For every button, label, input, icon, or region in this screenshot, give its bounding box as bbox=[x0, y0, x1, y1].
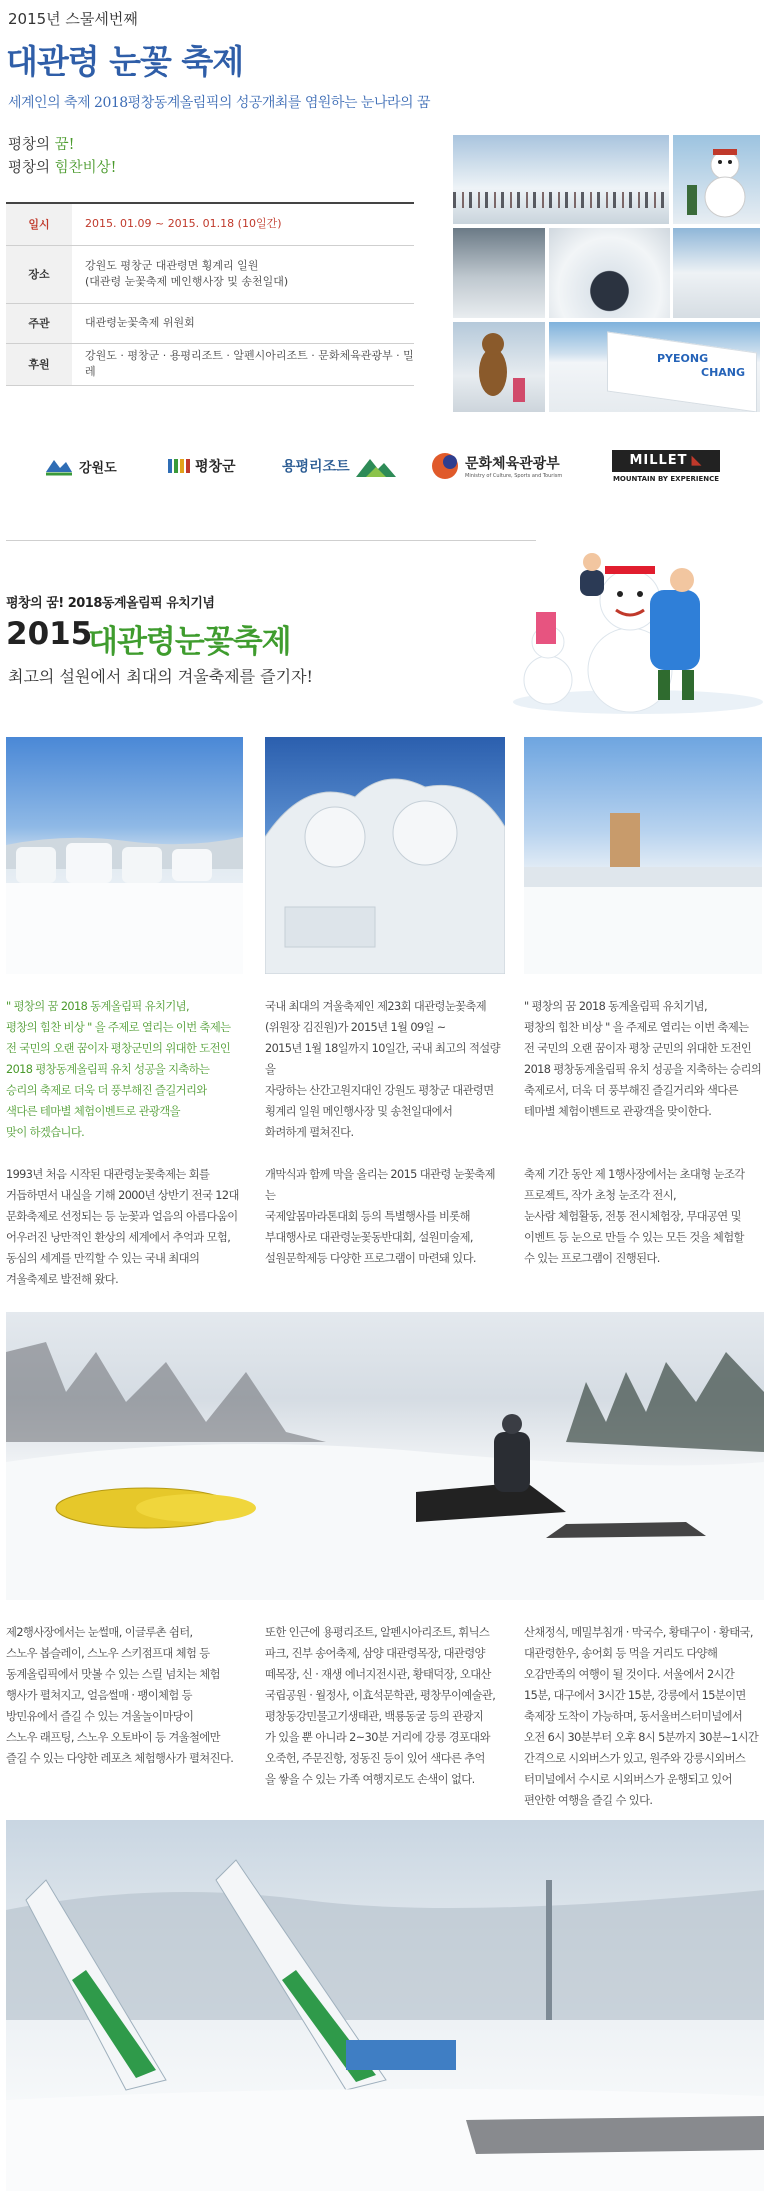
snow-sculpture-photo bbox=[673, 228, 760, 318]
text-line: 평창의 힘찬 비상 " 을 주제로 열리는 이번 축제는 bbox=[6, 1021, 231, 1034]
slogan-leap bbox=[8, 156, 117, 177]
activities-column-3 bbox=[524, 1622, 764, 1811]
snowman-icon bbox=[673, 135, 760, 224]
text-line: 화려하게 펼쳐진다. bbox=[265, 1126, 354, 1139]
millet-wordmark bbox=[612, 450, 720, 472]
text-line: 테마별 체험이벤트로 관광객을 맞이한다. bbox=[524, 1105, 712, 1118]
logo-text: MILLET bbox=[629, 453, 688, 468]
text-line: 동심의 세계를 만끽할 수 있는 국내 최대의 bbox=[6, 1252, 200, 1265]
text-line: 행사가 펼쳐지고, 얼음썰매 · 팽이체험 등 bbox=[6, 1689, 192, 1702]
intro-column-1 bbox=[6, 996, 246, 1143]
info-value: 대관령눈꽃축제 위원회 bbox=[72, 303, 414, 343]
intro-column-3 bbox=[524, 996, 764, 1122]
text-line: " 평창의 꿈 2018 동계올림픽 유치기념, bbox=[6, 1000, 189, 1013]
info-value: 강원도 · 평창군 · 용평리조트 · 알펜시아리조트 · 문화체육관광부 · 밀레 bbox=[72, 343, 414, 385]
text-line: 15분, 대구에서 3시간 15분, 강릉에서 15분이면 bbox=[524, 1689, 746, 1702]
pyeong-sign-text: PYEONG bbox=[657, 352, 709, 365]
gangwon-emblem-icon bbox=[44, 456, 74, 476]
info-row-date bbox=[6, 203, 414, 245]
text-line: 간격으로 시외버스가 있고, 원주와 강릉시외버스 bbox=[524, 1752, 746, 1765]
text-line: 을 쌓을 수 있는 가족 여행지로도 손색이 없다. bbox=[265, 1773, 475, 1786]
slogan-prefix: 평창의 bbox=[8, 160, 55, 176]
festival-info-table bbox=[6, 202, 414, 386]
text-line: 설원문학제등 다양한 프로그램이 마련돼 있다. bbox=[265, 1252, 476, 1265]
mountain-icon bbox=[356, 453, 396, 479]
text-line: 어우러진 낭만적인 환상의 세계에서 추억과 모험, bbox=[6, 1231, 231, 1244]
text-line: 떼목장, 신 · 재생 에너지전시관, 황태덕장, 오대산 bbox=[265, 1668, 491, 1681]
olympic-bid-line: 평창의 꿈! 2018동계올림픽 유치기념 bbox=[6, 596, 215, 611]
logo-text: 문화체육관광부 bbox=[465, 456, 560, 472]
text-line: 수 있는 프로그램이 진행된다. bbox=[524, 1252, 660, 1265]
info-value bbox=[72, 245, 414, 303]
logo-text: 용평리조트 bbox=[282, 459, 350, 475]
info-row-sponsor bbox=[6, 343, 414, 385]
text-line: 동계올림픽에서 맛볼 수 있는 스릴 넘치는 체험 bbox=[6, 1668, 220, 1681]
text-line: 횡계리 일원 메인행사장 및 송천일대에서 bbox=[265, 1105, 453, 1118]
text-line: 평창의 힘찬 비상 " 을 주제로 열리는 이번 축제는 bbox=[524, 1021, 749, 1034]
text-line: 평창동강민물고기생태관, 백룡동굴 등의 관광지 bbox=[265, 1710, 484, 1723]
text-line: 대관령한우, 송어회 등 먹을 거리도 다양해 bbox=[524, 1647, 718, 1660]
text-line: " 평창의 꿈 2018 동계올림픽 유치기념, bbox=[524, 1000, 707, 1013]
info-row-organizer bbox=[6, 303, 414, 343]
info-key: 일시 bbox=[6, 203, 72, 245]
crowd-photo bbox=[453, 135, 669, 224]
text-line: 눈사람 체험활동, 전통 전시체험장, 무대공연 및 bbox=[524, 1210, 741, 1223]
pyeongchang-emblem-icon bbox=[168, 457, 190, 475]
text-line: 이벤트 등 눈으로 만들 수 있는 모든 것을 체험할 bbox=[524, 1231, 744, 1244]
text-line: 스노우 봅슬레이, 스노우 스키점프대 체험 등 bbox=[6, 1647, 210, 1660]
slogan-dream bbox=[8, 133, 74, 154]
text-line: 1993년 처음 시작된 대관령눈꽃축제는 회를 bbox=[6, 1168, 210, 1181]
text-line: 오죽헌, 주문진항, 정동진 등이 있어 색다른 추억 bbox=[265, 1752, 485, 1765]
festival-grounds-photo bbox=[524, 737, 762, 974]
intro-column-2 bbox=[265, 996, 505, 1143]
text-line: 또한 인근에 용평리조트, 알펜시아리조트, 휘닉스 bbox=[265, 1626, 490, 1639]
activities-column-1 bbox=[6, 1622, 246, 1769]
text-line: (위원장 김진원)가 2015년 1월 09일 ~ bbox=[265, 1021, 446, 1034]
text-line: 전 국민의 오랜 꿈이자 평창 군민의 위대한 도전인 bbox=[524, 1042, 752, 1055]
slogan-highlight: 힘찬비상! bbox=[54, 160, 117, 176]
snowman-family-icon bbox=[510, 530, 765, 715]
millet-logo bbox=[612, 448, 720, 484]
snowmen-photo bbox=[510, 530, 765, 715]
pyeongchang-sign-photo bbox=[549, 322, 760, 412]
ski-jump-crowd-photo bbox=[6, 1820, 764, 2191]
history-column-3 bbox=[524, 1164, 764, 1269]
text-line: 개막식과 함께 막을 올리는 2015 대관령 눈꽃축제는 bbox=[265, 1168, 495, 1202]
text-line: 국립공원 · 월정사, 이효석문학관, 평창무이예술관, bbox=[265, 1689, 496, 1702]
info-value: 2015. 01.09 ~ 2015. 01.18 (10일간) bbox=[72, 203, 414, 245]
ministry-name bbox=[465, 453, 562, 479]
text-line: 가 있을 뿐 아니라 2~30분 거리에 강릉 경포대와 bbox=[265, 1731, 490, 1744]
ministry-emblem-icon bbox=[430, 451, 460, 481]
festival-tagline: 최고의 설원에서 최대의 겨울축제를 즐기자! bbox=[8, 667, 313, 686]
text-line: 즐길 수 있는 다양한 레포츠 체험행사가 펼쳐진다. bbox=[6, 1752, 234, 1765]
slogan-prefix: 평창의 bbox=[8, 137, 55, 153]
snow-tunnel-photo bbox=[549, 228, 670, 318]
hotel-tower-icon bbox=[524, 737, 762, 974]
millet-tagline: MOUNTAIN BY EXPERIENCE bbox=[612, 474, 720, 483]
text-line: 오감만족의 여행이 될 것이다. 서울에서 2시간 bbox=[524, 1668, 735, 1681]
info-key: 장소 bbox=[6, 245, 72, 303]
text-line: 축제장 도착이 가능하며, 동서울버스터미널에서 bbox=[524, 1710, 743, 1723]
history-column-1 bbox=[6, 1164, 246, 1290]
festival-name: 대관령눈꽃축제 bbox=[88, 624, 291, 660]
logo-text: 강원도 bbox=[79, 460, 117, 476]
text-line: 편안한 여행을 즐길 수 있다. bbox=[524, 1794, 653, 1807]
yongpyong-resort-logo bbox=[282, 448, 396, 484]
logo-text-en: Ministry of Culture, Sports and Tourism bbox=[465, 473, 563, 479]
text-line: 방민유에서 즐길 수 있는 겨울놀이마당이 bbox=[6, 1710, 194, 1723]
text-line: 스노우 래프팅, 스노우 오토바이 등 겨울철에만 bbox=[6, 1731, 220, 1744]
text-line: 2018 평창동계올림픽 유치 성공을 지축하는 승리의 bbox=[524, 1063, 762, 1076]
ski-jump-icon bbox=[6, 1820, 764, 2191]
logo-text: 평창군 bbox=[195, 459, 236, 475]
snow-sculpture-photo-1 bbox=[6, 737, 243, 974]
text-line: 2018 평창동계올림픽 유치 성공을 지축하는 bbox=[6, 1063, 210, 1076]
text-line: 프로젝트, 작가 초청 눈조각 전시, bbox=[524, 1189, 677, 1202]
text-line: 겨울축제로 발전해 왔다. bbox=[6, 1273, 119, 1286]
snow-block-icon bbox=[6, 737, 243, 974]
text-line: 터미널에서 수시로 시외버스가 운행되고 있어 bbox=[524, 1773, 732, 1786]
info-key: 후원 bbox=[6, 343, 72, 385]
chang-sign-text: CHANG bbox=[701, 366, 746, 379]
text-line: 문화축제로 선정되는 등 눈꽃과 얼음의 아름다움이 bbox=[6, 1210, 238, 1223]
slogan-highlight: 꿈! bbox=[54, 137, 75, 153]
soldier-sculpture-icon bbox=[265, 737, 505, 974]
festival-edition: 2015년 스물세번째 bbox=[8, 10, 138, 28]
snowman-mascot-photo bbox=[673, 135, 760, 224]
text-line: 축제로서, 더욱 더 풍부해진 즐길거리와 색다른 bbox=[524, 1084, 738, 1097]
venue-line: 강원도 평창군 대관령면 횡계리 일원 bbox=[85, 259, 259, 272]
info-row-venue bbox=[6, 245, 414, 303]
text-line: 부대행사로 대관령눈꽃동반대회, 설원미술제, bbox=[265, 1231, 473, 1244]
night-snow-photo bbox=[453, 228, 545, 318]
text-line: 국내 최대의 겨울축제인 제23회 대관령눈꽃축제 bbox=[265, 1000, 487, 1013]
pyeongchang-logo bbox=[168, 448, 236, 484]
text-line: 승리의 축제로 더욱 더 풍부해진 즐길거리와 bbox=[6, 1084, 207, 1097]
text-line: 색다른 테마별 체험이벤트로 관광객을 bbox=[6, 1105, 180, 1118]
info-key: 주관 bbox=[6, 303, 72, 343]
text-line: 오전 6시 30분부터 오후 8시 5분까지 30분~1시간 bbox=[524, 1731, 759, 1744]
culture-ministry-logo bbox=[430, 448, 562, 484]
page-title: 대관령 눈꽃 축제 bbox=[6, 42, 244, 81]
text-line: 산채정식, 메밀부침개 · 막국수, 황태구이 · 황태국, bbox=[524, 1626, 753, 1639]
festival-year: 2015 bbox=[6, 616, 93, 652]
millet-m-icon: ◣ bbox=[691, 453, 703, 468]
text-line: 자랑하는 산간고원지대인 강원도 평창군 대관령면 bbox=[265, 1084, 494, 1097]
text-line: 전 국민의 오랜 꿈이자 평창군민의 위대한 도전인 bbox=[6, 1042, 231, 1055]
mascot-photo bbox=[453, 322, 545, 412]
text-line: 파크, 진부 송어축제, 삼양 대관령목장, 대관령양 bbox=[265, 1647, 485, 1660]
venue-line: (대관령 눈꽃축제 메인행사장 및 송천일대) bbox=[85, 275, 289, 288]
giant-snow-sculpture-photo bbox=[265, 737, 505, 974]
mascot-icon bbox=[453, 322, 545, 412]
section-divider bbox=[6, 540, 536, 541]
text-line: 맞이 하겠습니다. bbox=[6, 1126, 85, 1139]
snowmobile-icon bbox=[6, 1312, 764, 1600]
activities-column-2 bbox=[265, 1622, 505, 1790]
text-line: 축제 기간 동안 제 1행사장에서는 초대형 눈조각 bbox=[524, 1168, 745, 1181]
text-line: 국제알몸마라톤대회 등의 특별행사를 비롯해 bbox=[265, 1210, 470, 1223]
text-line: 2015년 1월 18일까지 10일간, 국내 최고의 적설량을 bbox=[265, 1042, 500, 1076]
page-subtitle: 세계인의 축제 2018평창동계올림픽의 성공개최를 염원하는 눈나라의 꿈 bbox=[8, 95, 431, 111]
gangwon-logo bbox=[44, 448, 117, 484]
text-line: 거듭하면서 내실을 기해 2000년 상반기 전국 12대 bbox=[6, 1189, 239, 1202]
text-line: 제2행사장에서는 눈썰매, 이글루촌 쉼터, bbox=[6, 1626, 193, 1639]
history-column-2 bbox=[265, 1164, 505, 1269]
snowmobile-rafting-photo bbox=[6, 1312, 764, 1600]
